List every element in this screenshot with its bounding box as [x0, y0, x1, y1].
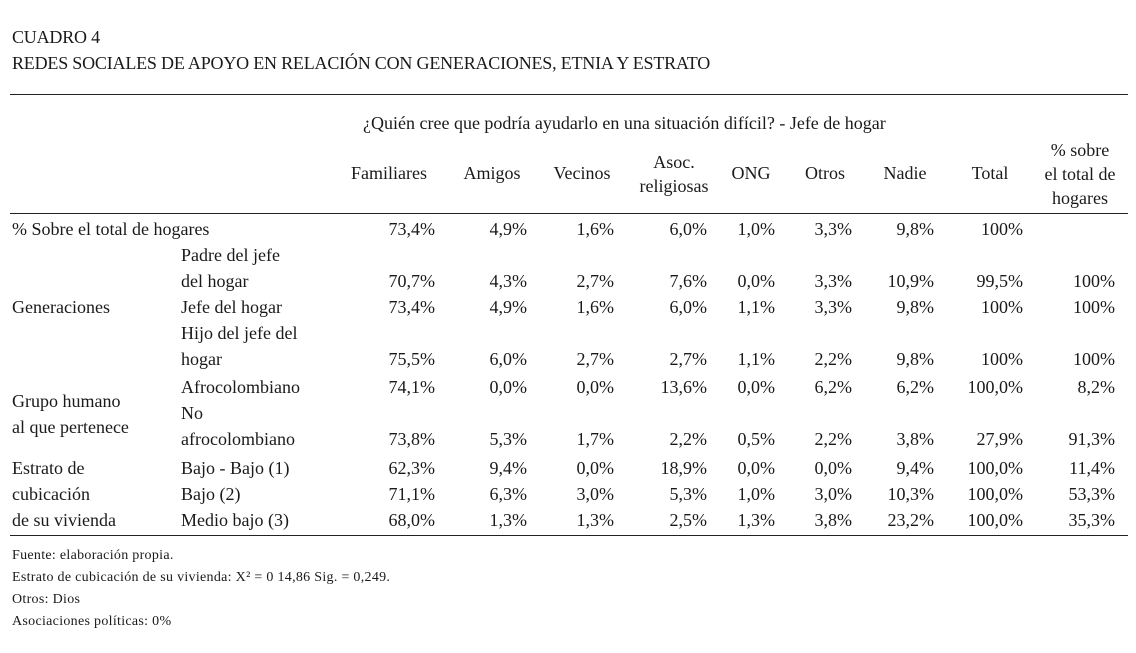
- group-label-generaciones: Generaciones: [12, 297, 110, 317]
- value-cell: 100%: [1073, 297, 1115, 317]
- value-cell: 0,0%: [576, 458, 614, 478]
- value-cell: 100,0%: [967, 484, 1023, 504]
- value-cell: 9,8%: [896, 219, 934, 239]
- value-cell: 75,5%: [388, 349, 435, 369]
- value-cell: 6,2%: [896, 377, 934, 397]
- value-cell: 9,8%: [896, 297, 934, 317]
- value-cell: 100%: [1073, 349, 1115, 369]
- value-cell: 100%: [981, 297, 1023, 317]
- value-cell: 2,7%: [576, 349, 614, 369]
- col-header-pct-hogares: % sobre el total de hogares: [1044, 140, 1116, 208]
- row-label-hijo: Hijo del jefe del hogar: [181, 323, 298, 369]
- value-cell: 6,3%: [489, 484, 527, 504]
- bottom-rule: [10, 535, 1128, 536]
- note-asociaciones: Asociaciones políticas: 0%: [12, 614, 172, 629]
- value-cell: 35,3%: [1068, 510, 1115, 530]
- value-cell: 3,0%: [576, 484, 614, 504]
- value-cell: 1,0%: [737, 219, 775, 239]
- col-header-vecinos: Vecinos: [553, 163, 611, 183]
- value-cell: 53,3%: [1068, 484, 1115, 504]
- value-cell: 0,0%: [737, 377, 775, 397]
- value-cell: 1,6%: [576, 219, 614, 239]
- value-cell: 70,7%: [388, 271, 435, 291]
- table-title: REDES SOCIALES DE APOYO EN RELACIÓN CON GENERACIONES, ETNIA Y ESTRATO: [12, 53, 711, 73]
- value-cell: 62,3%: [388, 458, 435, 478]
- col-header-asoc-religiosas: Asoc. religiosas: [639, 152, 709, 196]
- value-cell: 3,3%: [814, 219, 852, 239]
- value-cell: 1,3%: [576, 510, 614, 530]
- value-cell: 6,0%: [669, 219, 707, 239]
- value-cell: 6,0%: [669, 297, 707, 317]
- value-cell: 2,7%: [576, 271, 614, 291]
- value-cell: 5,3%: [669, 484, 707, 504]
- value-cell: 1,3%: [737, 510, 775, 530]
- value-cell: 68,0%: [388, 510, 435, 530]
- col-header-total: Total: [971, 163, 1009, 183]
- group-label-estrato: Estrato de cubicación de su vivienda: [12, 458, 116, 530]
- value-cell: 0,0%: [737, 271, 775, 291]
- col-header-amigos: Amigos: [463, 163, 521, 183]
- value-cell: 3,8%: [896, 429, 934, 449]
- value-cell: 0,0%: [814, 458, 852, 478]
- value-cell: 4,9%: [489, 219, 527, 239]
- table-number: CUADRO 4: [12, 27, 100, 47]
- value-cell: 1,0%: [737, 484, 775, 504]
- value-cell: 9,8%: [896, 349, 934, 369]
- value-cell: 2,5%: [669, 510, 707, 530]
- value-cell: 2,7%: [669, 349, 707, 369]
- value-cell: 99,5%: [976, 271, 1023, 291]
- value-cell: 27,9%: [976, 429, 1023, 449]
- value-cell: 5,3%: [489, 429, 527, 449]
- col-header-ong: ONG: [731, 163, 771, 183]
- value-cell: 100,0%: [967, 458, 1023, 478]
- value-cell: 2,2%: [814, 429, 852, 449]
- value-cell: 13,6%: [660, 377, 707, 397]
- row-label-medio-bajo: Medio bajo (3): [181, 510, 289, 530]
- value-cell: 10,9%: [887, 271, 934, 291]
- value-cell: 3,0%: [814, 484, 852, 504]
- value-cell: 73,4%: [388, 219, 435, 239]
- value-cell: 0,5%: [737, 429, 775, 449]
- value-cell: 10,3%: [887, 484, 934, 504]
- value-cell: 23,2%: [887, 510, 934, 530]
- value-cell: 3,3%: [814, 297, 852, 317]
- value-cell: 0,0%: [576, 377, 614, 397]
- value-cell: 1,7%: [576, 429, 614, 449]
- value-cell: 2,2%: [669, 429, 707, 449]
- note-chi-square: Estrato de cubicación de su vivienda: X² = 0 14,86 Sig. = 0,249.: [12, 570, 391, 585]
- value-cell: 100%: [981, 349, 1023, 369]
- value-cell: 2,2%: [814, 349, 852, 369]
- value-cell: 6,0%: [489, 349, 527, 369]
- value-cell: 8,2%: [1077, 377, 1115, 397]
- note-source: Fuente: elaboración propia.: [12, 548, 174, 563]
- group-label-grupo-humano: Grupo humano al que pertenece: [12, 391, 129, 437]
- note-otros: Otros: Dios: [12, 592, 81, 607]
- value-cell: 100%: [1073, 271, 1115, 291]
- row-label-jefe: Jefe del hogar: [181, 297, 282, 317]
- col-header-nadie: Nadie: [883, 163, 927, 183]
- value-cell: 9,4%: [896, 458, 934, 478]
- header-rule: [10, 213, 1128, 214]
- value-cell: 100,0%: [967, 377, 1023, 397]
- value-cell: 1,1%: [737, 349, 775, 369]
- value-cell: 1,1%: [737, 297, 775, 317]
- value-cell: 3,8%: [814, 510, 852, 530]
- value-cell: 73,4%: [388, 297, 435, 317]
- value-cell: 11,4%: [1069, 458, 1115, 478]
- value-cell: 100%: [981, 219, 1023, 239]
- col-header-otros: Otros: [805, 163, 845, 183]
- row-label-no-afro: No afrocolombiano: [181, 403, 295, 449]
- value-cell: 4,3%: [489, 271, 527, 291]
- value-cell: 71,1%: [388, 484, 435, 504]
- value-cell: 1,3%: [489, 510, 527, 530]
- question-header: ¿Quién cree que podría ayudarlo en una situación difícil? - Jefe de hogar: [363, 113, 886, 133]
- row-label-afro: Afrocolombiano: [181, 377, 300, 397]
- value-cell: 0,0%: [489, 377, 527, 397]
- value-cell: 9,4%: [489, 458, 527, 478]
- top-rule: [10, 94, 1128, 95]
- value-cell: 74,1%: [388, 377, 435, 397]
- value-cell: 100,0%: [967, 510, 1023, 530]
- col-header-familiares: Familiares: [351, 163, 427, 183]
- value-cell: 73,8%: [388, 429, 435, 449]
- row-label-padre: Padre del jefe del hogar: [181, 245, 280, 291]
- value-cell: 18,9%: [660, 458, 707, 478]
- value-cell: 7,6%: [669, 271, 707, 291]
- value-cell: 1,6%: [576, 297, 614, 317]
- row-label-total: % Sobre el total de hogares: [12, 219, 210, 239]
- row-label-bajo: Bajo (2): [181, 484, 241, 504]
- value-cell: 4,9%: [489, 297, 527, 317]
- value-cell: 91,3%: [1068, 429, 1115, 449]
- value-cell: 0,0%: [737, 458, 775, 478]
- row-label-bajo-bajo: Bajo - Bajo (1): [181, 458, 290, 478]
- value-cell: 3,3%: [814, 271, 852, 291]
- value-cell: 6,2%: [814, 377, 852, 397]
